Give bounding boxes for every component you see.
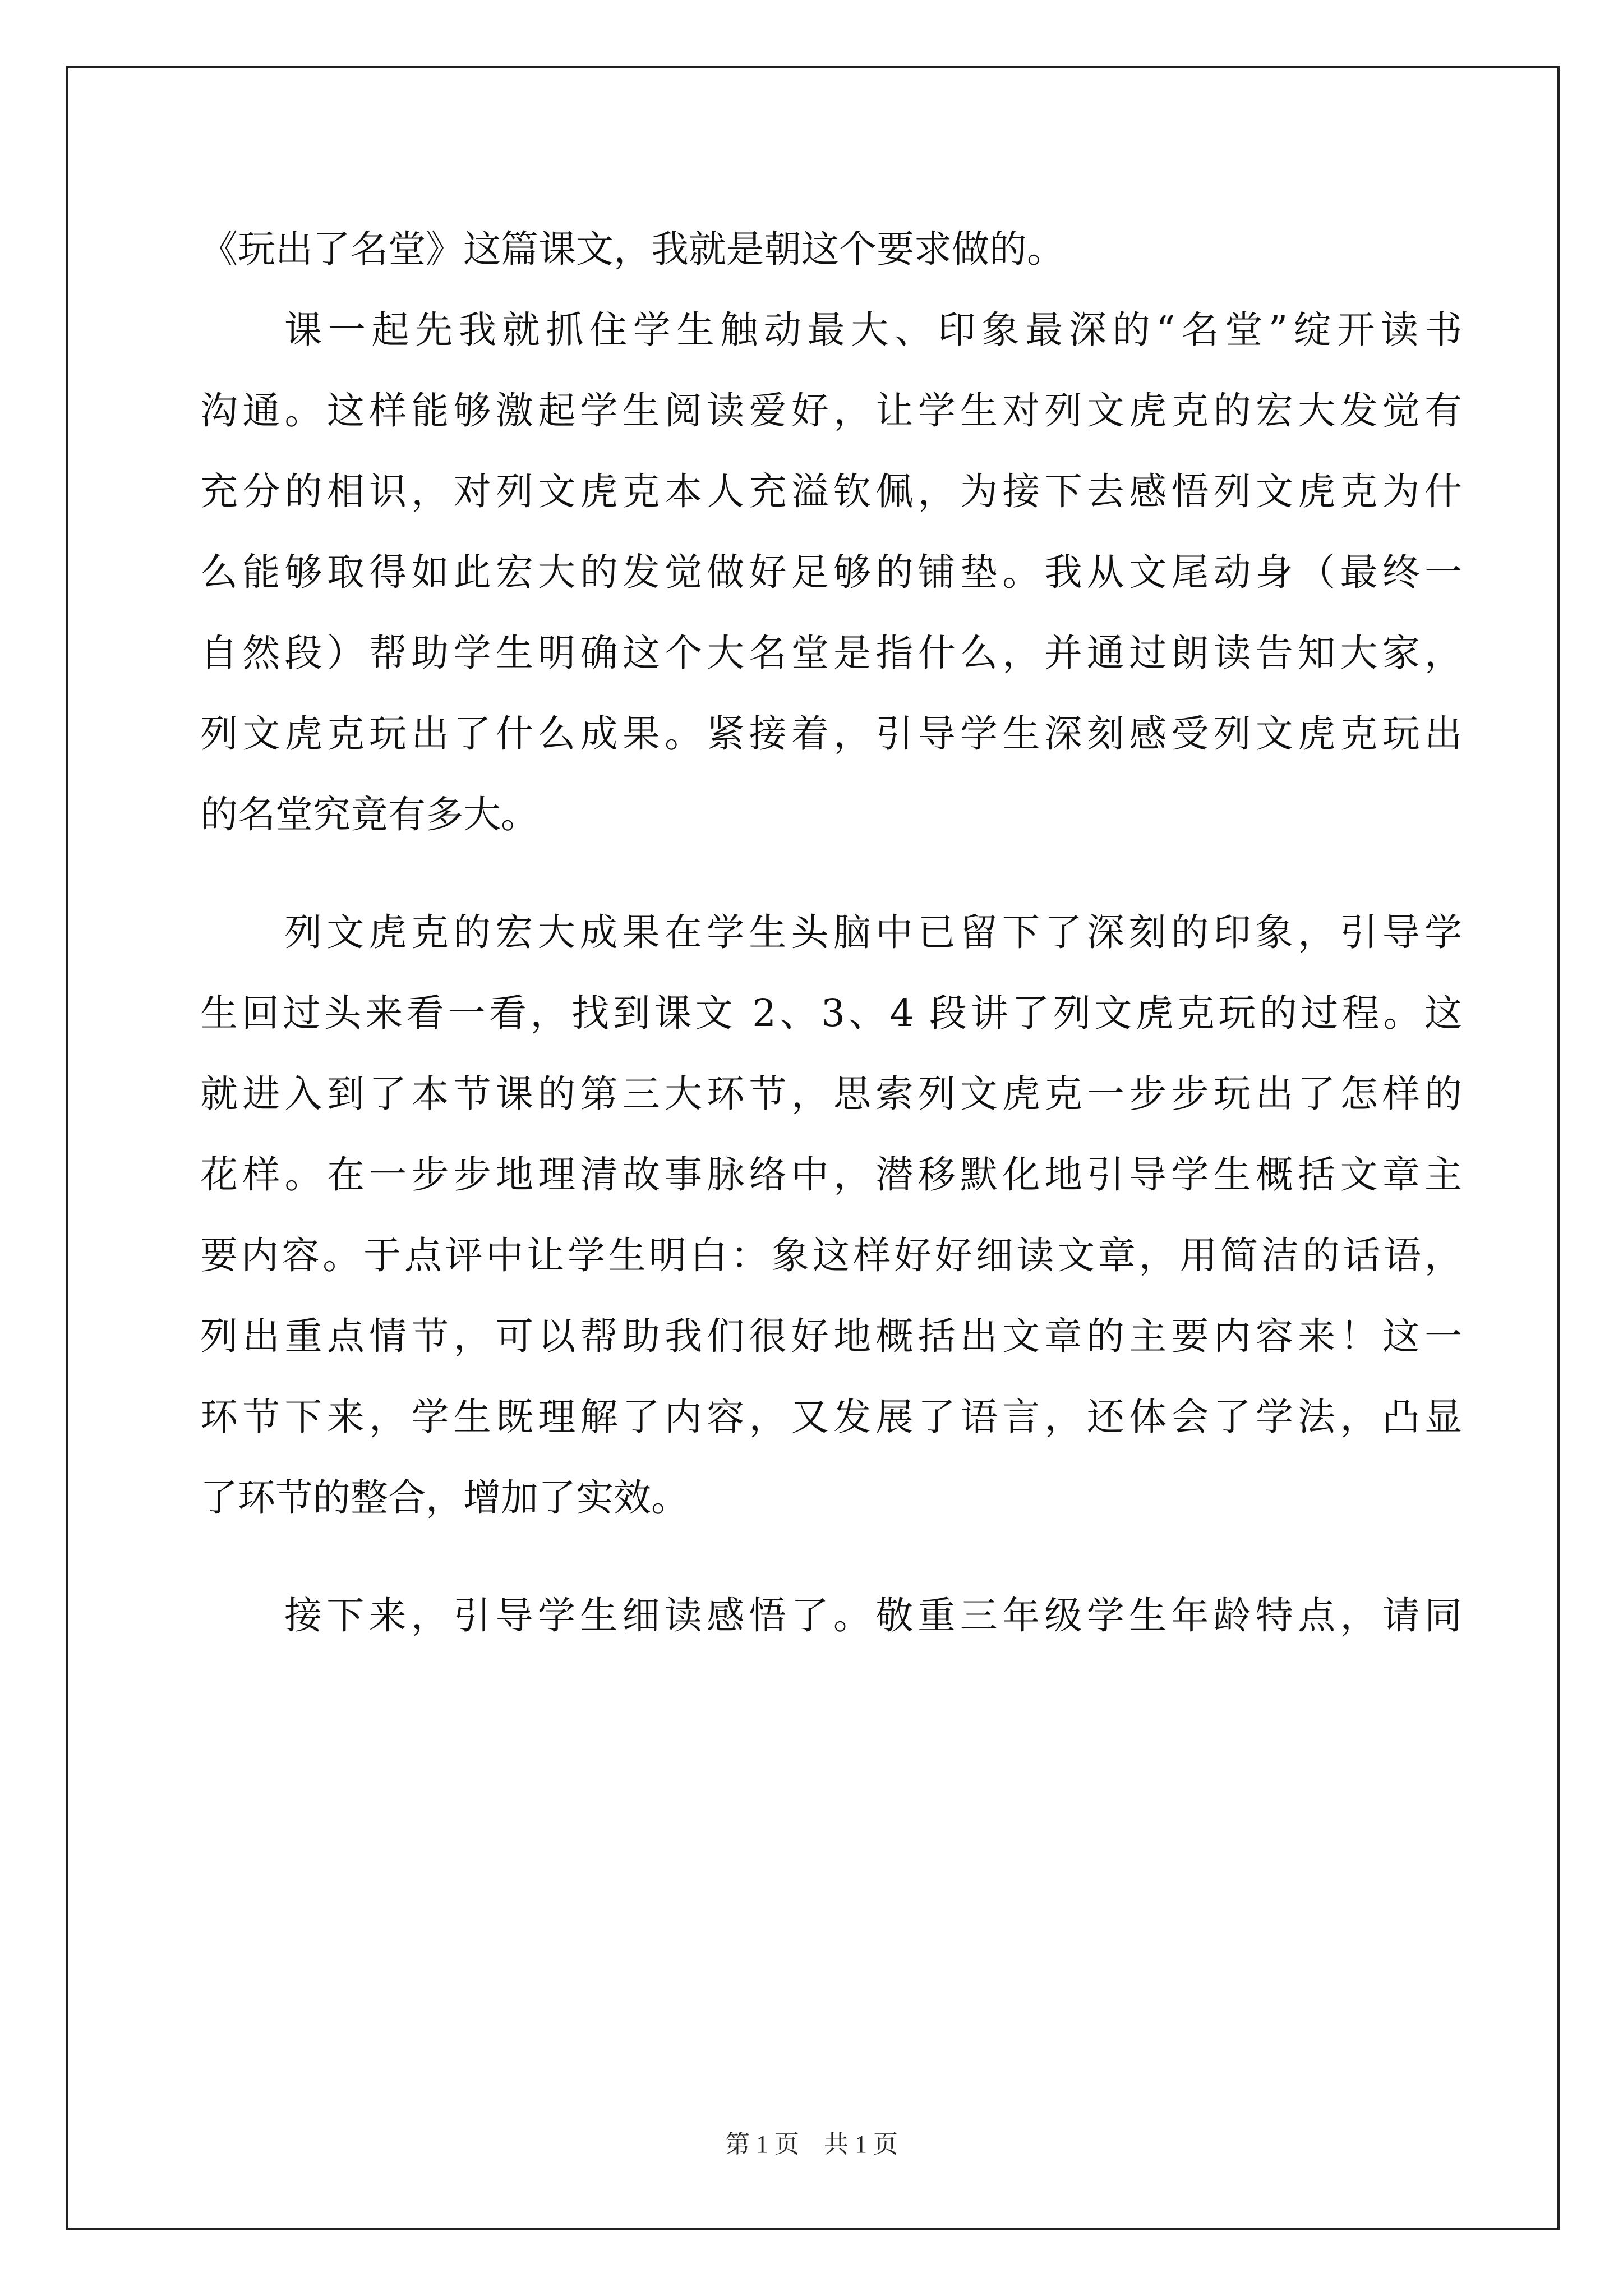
text-line: 自然段）帮助学生明确这个大名堂是指什么，并通过朗读告知大家， [200,631,1462,675]
document-body [200,209,1462,1656]
text-line: 接下来，引导学生细读感悟了。敬重三年级学生年龄特点，请同 [284,1594,1462,1637]
text-line: 就进入到了本节课的第三大环节，思索列文虎克一步步玩出了怎样的 [200,1072,1462,1116]
text-line: 列文虎克的宏大成果在学生头脑中已留下了深刻的印象，引导学 [284,910,1462,954]
text-line: 了环节的整合，增加了实效。 [200,1476,689,1520]
text-line: 生回过头来看一看，找到课文 2、3、4 段讲了列文虎克玩的过程。这 [200,991,1462,1035]
text-line: 的名堂究竟有多大。 [200,793,538,836]
text-line: 充分的相识，对列文虎克本人充溢钦佩，为接下去感悟列文虎克为什 [200,470,1462,513]
text-line: 课一起先我就抓住学生触动最大、印象最深的“名堂”绽开读书 [284,308,1462,352]
text-line: 要内容。于点评中让学生明白：象这样好好细读文章，用简洁的话语， [200,1234,1462,1277]
page-footer [0,2128,1623,2161]
text-line: 列文虎克玩出了什么成果。紧接着，引导学生深刻感受列文虎克玩出 [200,712,1462,756]
text-line: 么能够取得如此宏大的发觉做好足够的铺垫。我从文尾动身（最终一 [200,550,1462,594]
text-line: 沟通。这样能够激起学生阅读爱好，让学生对列文虎克的宏大发觉有 [200,389,1462,432]
page-number: 第 1 页 [725,2131,799,2158]
total-pages: 共 1 页 [824,2131,898,2158]
text-line: 花样。在一步步地理清故事脉络中，潜移默化地引导学生概括文章主 [200,1153,1462,1197]
text-line: 《玩出了名堂》这篇课文，我就是朝这个要求做的。 [200,227,1064,271]
text-line: 列出重点情节，可以帮助我们很好地概括出文章的主要内容来！这一 [200,1314,1462,1358]
text-line: 环节下来，学生既理解了内容，又发展了语言，还体会了学法，凸显 [200,1395,1462,1439]
